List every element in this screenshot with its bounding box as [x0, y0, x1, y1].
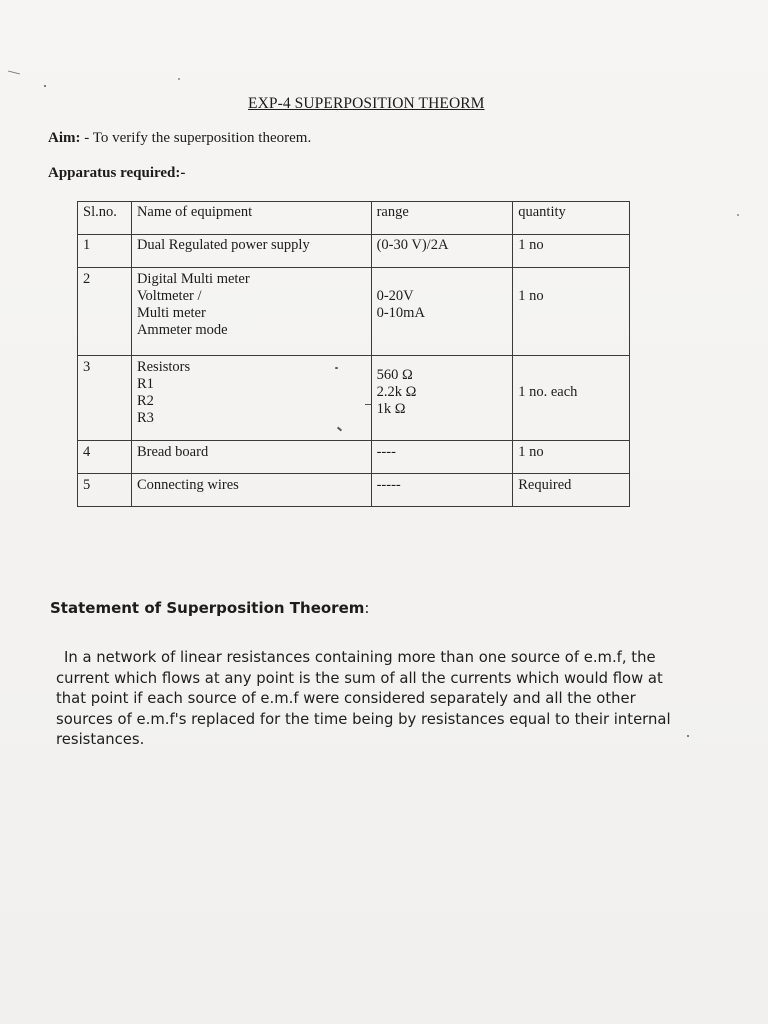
- cell-range-line: 0-20V: [376, 288, 414, 304]
- cell-name-line: Connecting wires: [136, 477, 239, 493]
- cell-quantity: Required: [513, 474, 630, 507]
- table-row: [78, 474, 630, 507]
- scan-speck: [365, 404, 371, 405]
- cell-slno: 1: [78, 235, 132, 268]
- statement-heading-text: Statement of Superposition Theorem: [50, 599, 365, 617]
- scan-speck: [178, 78, 180, 80]
- cell-range-line: 560 Ω: [376, 367, 413, 383]
- statement-line: sources of e.m.f's replaced for the time being by resistances equal to their internal: [56, 710, 671, 728]
- cell-name-line: R1: [136, 376, 154, 392]
- cell-range-line: ----: [376, 444, 396, 460]
- equipment-table: [77, 201, 630, 507]
- cell-range: [371, 474, 513, 507]
- scan-speck: [44, 85, 46, 87]
- experiment-title: EXP-4 SUPERPOSITION THEORM: [248, 95, 485, 112]
- cell-name: [131, 474, 371, 507]
- scan-speck: [737, 214, 739, 216]
- header-name: Name of equipment: [131, 202, 371, 235]
- statement-heading: [50, 599, 369, 617]
- cell-name: [131, 235, 371, 268]
- cell-range-line: 1k Ω: [376, 401, 406, 417]
- cell-quantity: 1 no: [513, 235, 630, 268]
- header-slno: Sl.no.: [78, 202, 132, 235]
- cell-name-line: Bread board: [136, 444, 209, 460]
- header-range: range: [371, 202, 513, 235]
- cell-slno: 2: [78, 268, 132, 356]
- aim-label: Aim:: [48, 130, 81, 146]
- table-row: [78, 268, 630, 356]
- cell-name-line: Multi meter: [136, 305, 206, 321]
- scan-speck: [335, 367, 338, 369]
- cell-slno: 4: [78, 441, 132, 474]
- table-row: [78, 235, 630, 268]
- statement-line: resistances.: [56, 731, 145, 749]
- cell-name: [131, 268, 371, 356]
- table-row: [78, 356, 630, 441]
- statement-heading-colon: :: [364, 599, 370, 617]
- cell-range-line: 2.2k Ω: [376, 384, 417, 400]
- scan-speck: [687, 735, 689, 737]
- cell-range: [371, 441, 513, 474]
- cell-quantity-text: 1 no: [518, 288, 544, 304]
- cell-range-line: 0-10mA: [376, 305, 425, 321]
- cell-range: [371, 235, 513, 268]
- cell-quantity-text: 1 no. each: [518, 384, 578, 400]
- cell-quantity: [513, 268, 630, 356]
- cell-quantity: 1 no: [513, 441, 630, 474]
- cell-name-line: R2: [136, 393, 154, 409]
- aim-line: [48, 130, 311, 147]
- statement-line: that point if each source of e.m.f were considered separately and all the other: [56, 690, 636, 708]
- header-quantity: quantity: [513, 202, 630, 235]
- cell-name-line: Digital Multi meter: [136, 271, 250, 287]
- cell-slno: 5: [78, 474, 132, 507]
- cell-range-line: -----: [376, 477, 401, 493]
- statement-line: current which flows at any point is the sum of all the currents which would flow at: [56, 669, 663, 687]
- cell-name-line: Voltmeter /: [136, 288, 202, 304]
- cell-name-line: R3: [136, 410, 154, 426]
- cell-name-line: Ammeter mode: [136, 322, 228, 338]
- cell-name: [131, 441, 371, 474]
- cell-name-line: Dual Regulated power supply: [136, 237, 310, 253]
- table-header-row: [78, 202, 630, 235]
- aim-text: - To verify the superposition theorem.: [80, 130, 312, 146]
- statement-body: [56, 648, 706, 751]
- cell-range: [371, 356, 513, 441]
- apparatus-heading: Apparatus required:-: [48, 165, 186, 181]
- cell-quantity: [513, 356, 630, 441]
- cell-slno: 3: [78, 356, 132, 441]
- scan-speck: [8, 71, 20, 75]
- statement-line: In a network of linear resistances containing more than one source of e.m.f, the: [64, 649, 656, 666]
- table-row: [78, 441, 630, 474]
- cell-name-line: Resistors: [136, 359, 191, 375]
- cell-range: [371, 268, 513, 356]
- cell-range-line: (0-30 V)/2A: [376, 237, 449, 253]
